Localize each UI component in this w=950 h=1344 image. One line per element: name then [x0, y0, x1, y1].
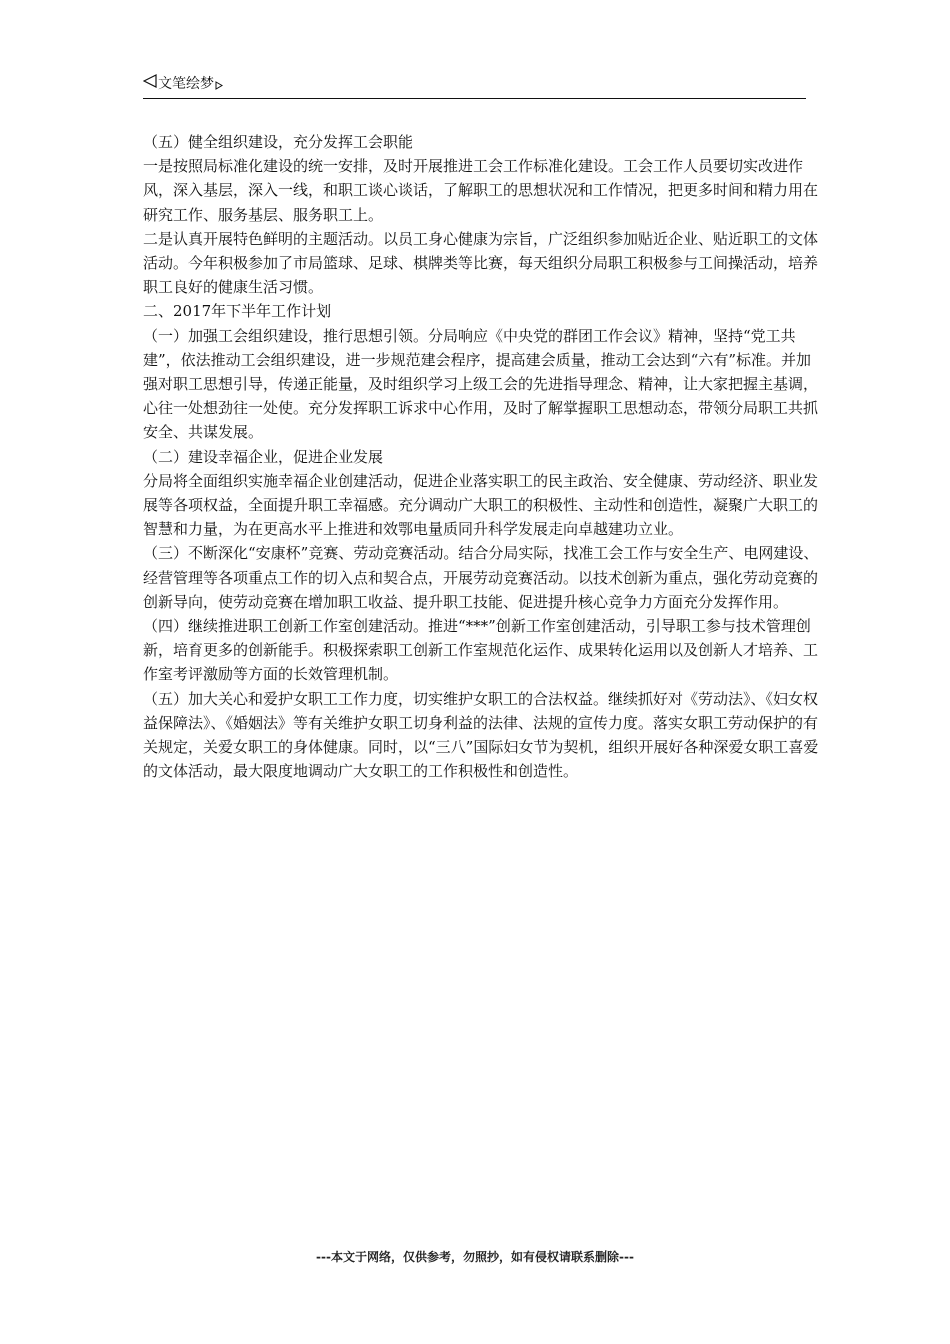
section-heading: 二、2017年下半年工作计划: [143, 302, 332, 321]
body-paragraph: （四）继续推进职工创新工作室创建活动。推进“***”创新工作室创建活动，引导职工参与技术管理创新，培育更多的创新能手。积极探索职工创新工作室规范化运作、成果转化运用以及创新人才培养、工作室考评激励等方面的长效管理机制。: [143, 617, 819, 684]
triangle-left-icon: [143, 74, 157, 94]
body-paragraph: 一是按照局标准化建设的统一安排，及时开展推进工会工作标准化建设。工会工作人员要切实改进作风，深入基层，深入一线，和职工谈心谈话，了解职工的思想状况和工作情况，把更多时间和精力用在研究工作、服务基层、服务职工上。: [143, 157, 819, 224]
body-paragraph: （三）不断深化“安康杯”竞赛、劳动竞赛活动。结合分局实际，找准工会工作与安全生产、电网建设、经营管理等各项重点工作的切入点和契合点，开展劳动竞赛活动。以技术创新为重点，强化劳动竞赛的创新导向，使劳动竞赛在增加职工收益、提升职工技能、促进提升核心竞争力方面充分发挥作用。: [143, 544, 819, 611]
header-brand: 文笔绘梦: [158, 76, 214, 92]
body-paragraph: 二是认真开展特色鲜明的主题活动。以员工身心健康为宗旨，广泛组织参加贴近企业、贴近职工的文体活动。今年积极参加了市局篮球、足球、棋牌类等比赛，每天组织分局职工积极参与工间操活动，培养职工良好的健康生活习惯。: [143, 229, 819, 297]
section-heading: （五）健全组织建设，充分发挥工会职能: [143, 133, 414, 151]
page-header: [143, 74, 806, 99]
body-paragraph: （一）加强工会组织建设，推行思想引领。分局响应《中央党的群团工作会议》精神，坚持“党工共建”，依法推动工会组织建设，进一步规范建会程序，提高建会质量，推动工会达到“六有”标准。并加强对职工思想引导，传递正能量，及时组织学习上级工会的先进指导理念、精神，让大家把握主基调，心往一处想劲往一处使。充分发挥职工诉求中心作用，及时了解掌握职工思想动态，带领分局职工共抓安全、共谋发展。: [143, 326, 819, 442]
triangle-right-icon: [215, 76, 223, 96]
document-body: [143, 130, 823, 783]
section-heading: （二）建设幸福企业，促进企业发展: [143, 447, 384, 466]
footer-disclaimer: ---本文于网络，仅供参考，勿照抄，如有侵权请联系删除---: [316, 1250, 634, 1264]
body-paragraph: （五）加大关心和爱护女职工工作力度，切实维护女职工的合法权益。继续抓好对《劳动法》、《妇女权益保障法》、《婚姻法》等有关维护女职工切身利益的法律、法规的宣传力度。落实女职工劳动保护的有关规定，关爱女职工的身体健康。同时，以“三八”国际妇女节为契机，组织开展好各种深爱女职工喜爱的文体活动，最大限度地调动广大女职工的工作积极性和创造性。: [143, 689, 819, 781]
body-paragraph: 分局将全面组织实施幸福企业创建活动，促进企业落实职工的民主政治、安全健康、劳动经济、职业发展等各项权益，全面提升职工幸福感。充分调动广大职工的积极性、主动性和创造性，凝聚广大职工的智慧和力量，为在更高水平上推进和效鄂电量质同升科学发展走向卓越建功立业。: [143, 471, 819, 539]
